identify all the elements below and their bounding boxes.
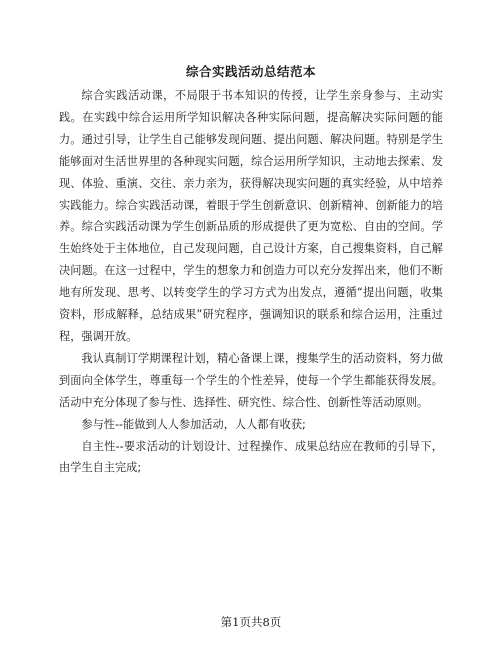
paragraph: 综合实践活动课，不局限于书本知识的传授，让学生亲身参与、主动实践。在实践中综合运用所学知识解决各种实际问题，提高解决实际问题的能力。通过引导，让学生自己能够发现问题、提出问题、解决问题。特别是学生能够面对生活世界里的各种现实问题，综合运用所学知识，主动地去探索、发现、体验、重演、交往、亲力亲为，获得解决现实问题的真实经验，从中培养实践能力。综合实践活动课，着眼于学生创新意识、创新精神、创新能力的培养。综合实践活动课为学生创新品质的形成提供了更为宽松、自由的空间。学生始终处于主体地位，自己发现问题，自己设计方案，自己搜集资料，自己解决问题。在这一过程中，学生的想象力和创造力可以充分发挥出来，他们不断地有所发现、思考、以转变学生的学习方式为出发点，遵循“提出问题，收集资料，形成解释，总结成果”研究程序，强调知识的联系和综合运用，注重过程，强调开放。 — [59, 89, 443, 343]
page-indicator: 第1页共8页 — [220, 615, 282, 629]
document-body — [59, 85, 443, 479]
paragraph: 参与性--能做到人人参加活动，人人都有收获; — [81, 417, 306, 431]
document-title: 综合实践活动总结范本 — [185, 64, 316, 79]
paragraph: 我认真制订学期课程计划，精心备课上课，搜集学生的活动资料，努力做到面向全体学生，尊重每一个学生的个性差异，使每一个学生都能获得发展。活动中充分体现了参与性、选择性、研究性、综合性、创新性等活动原则。 — [59, 351, 443, 409]
paragraph: 自主性--要求活动的计划设计、过程操作、成果总结应在教师的引导下，由学生自主完成; — [59, 439, 443, 475]
